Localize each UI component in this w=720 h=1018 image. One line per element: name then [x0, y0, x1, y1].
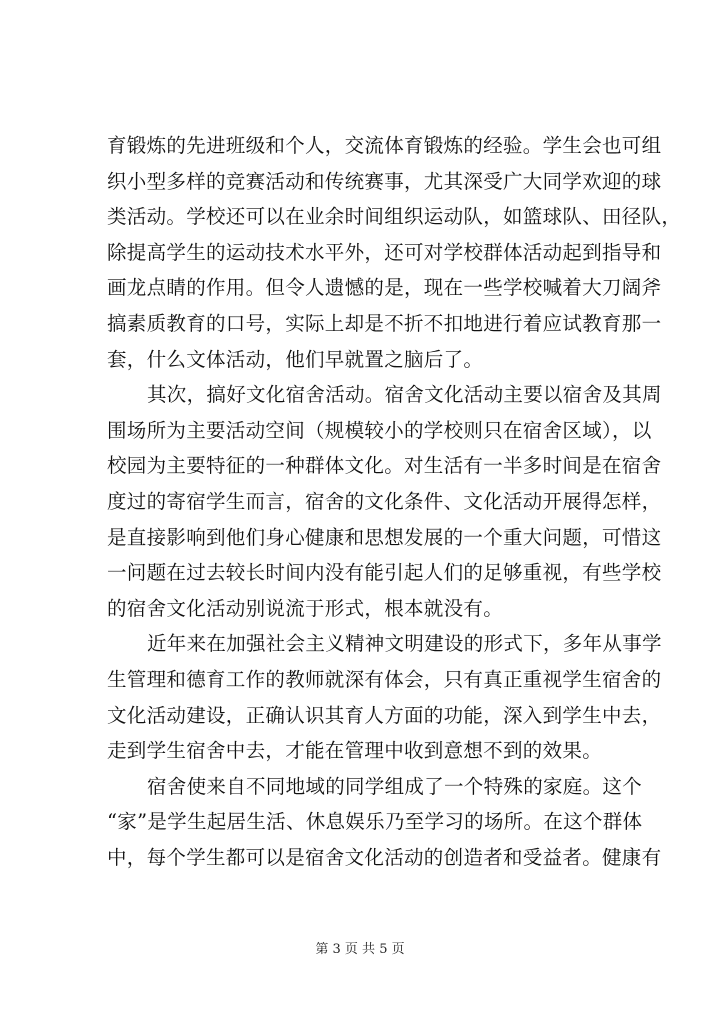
- text-line: 文化活动建设，正确认识其育人方面的功能，深入到学生中去，: [107, 703, 662, 727]
- text-line: 的宿舍文化活动别说流于形式，根本就没有。: [107, 596, 504, 620]
- text-line: 近年来在加强社会主义精神文明建设的形式下，多年从事学: [147, 632, 662, 656]
- text-line: 画龙点睛的作用。但令人遗憾的是，现在一些学校喊着大刀阔斧: [107, 276, 662, 300]
- text-line: “家”是学生起居生活、休息娱乐乃至学习的场所。在这个群体: [107, 810, 643, 834]
- text-line: 校园为主要特征的一种群体文化。对生活有一半多时间是在宿舍: [107, 454, 662, 478]
- text-line: 育锻炼的先进班级和个人，交流体育锻炼的经验。学生会也可组: [107, 134, 662, 157]
- text-line: 宿舍使来自不同地域的同学组成了一个特殊的家庭。这个: [147, 774, 643, 798]
- text-line: 除提高学生的运动技术水平外，还可对学校群体活动起到指导和: [107, 240, 662, 264]
- body-text: [107, 128, 682, 875]
- page-number: 第 3 页 共 5 页: [315, 942, 405, 957]
- text-line: 织小型多样的竞赛活动和传统赛事，尤其深受广大同学欢迎的球: [107, 169, 662, 193]
- text-line: 中，每个学生都可以是宿舍文化活动的创造者和受益者。健康有: [107, 845, 662, 869]
- text-line: 类活动。学校还可以在业余时间组织运动队，如篮球队、田径队，: [107, 205, 682, 229]
- text-line: 一问题在过去较长时间内没有能引起人们的足够重视，有些学校: [107, 561, 662, 585]
- text-line: 度过的寄宿学生而言，宿舍的文化条件、文化活动开展得怎样，: [107, 489, 662, 513]
- text-line: 套，什么文体活动，他们早就置之脑后了。: [107, 347, 484, 371]
- text-line: 搞素质教育的口号，实际上却是不折不扣地进行着应试教育那一: [107, 311, 662, 335]
- text-line: 走到学生宿舍中去，才能在管理中收到意想不到的效果。: [107, 739, 603, 763]
- text-line: 围场所为主要活动空间（规模较小的学校则只在宿舍区域），以: [107, 418, 652, 442]
- text-line: 生管理和德育工作的教师就深有体会，只有真正重视学生宿舍的: [107, 667, 662, 691]
- page-footer: [0, 938, 720, 957]
- text-line: 其次，搞好文化宿舍活动。宿舍文化活动主要以宿舍及其周: [147, 383, 662, 407]
- text-line: 是直接影响到他们身心健康和思想发展的一个重大问题，可惜这: [107, 525, 662, 549]
